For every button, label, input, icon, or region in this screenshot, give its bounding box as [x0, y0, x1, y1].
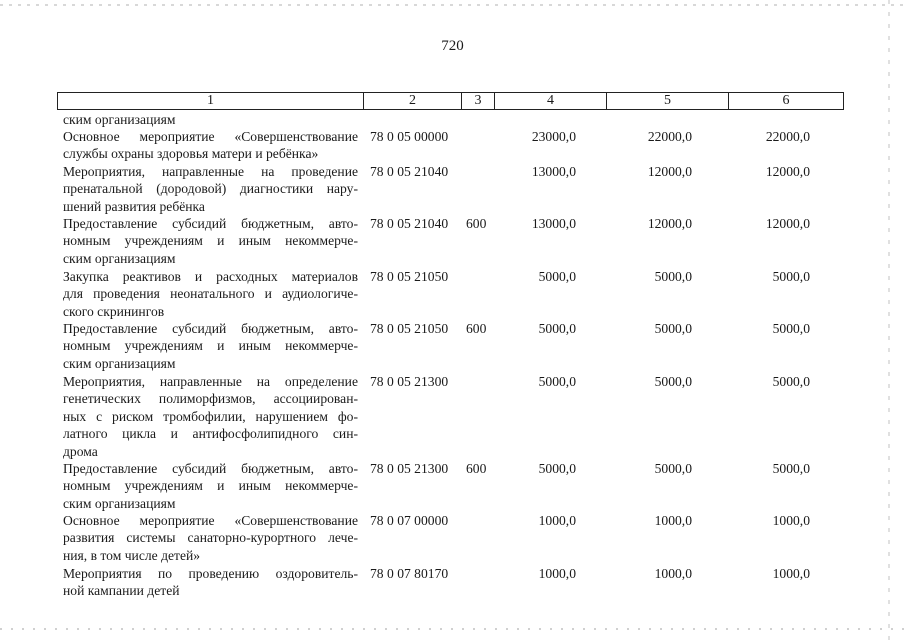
row-name-line: Предоставление субсидий бюджетным, авто- — [63, 461, 358, 476]
row-value-col4: 1000,0 — [538, 566, 576, 581]
row-name — [63, 320, 358, 372]
row-value-col5: 12000,0 — [647, 216, 692, 231]
row-value-col6: 5000,0 — [772, 461, 810, 476]
row-value-col6: 5000,0 — [772, 374, 810, 389]
row-value-col5: 5000,0 — [654, 461, 692, 476]
column-header: 2 — [364, 93, 462, 110]
column-header: 3 — [462, 93, 495, 110]
row-name-line: ского скринингов — [63, 303, 165, 319]
row-name-line: ния, в том числе детей» — [63, 547, 201, 563]
row-name-line: Основное мероприятие «Совершенствование — [63, 129, 358, 144]
row-value-col4: 5000,0 — [538, 321, 576, 336]
row-name — [63, 111, 358, 128]
row-code: 78 0 05 21300 — [370, 374, 449, 389]
row-value-col6: 1000,0 — [772, 566, 810, 581]
row-value-col4: 5000,0 — [538, 374, 576, 389]
row-value-col6: 5000,0 — [772, 321, 810, 336]
row-name-line: для проведения неонатального и аудиологиче- — [63, 286, 358, 302]
row-name-line: Мероприятия, направленные на проведение — [63, 164, 358, 179]
row-name — [63, 460, 358, 512]
row-expense-kind: 600 — [466, 321, 487, 336]
row-name — [63, 215, 358, 267]
row-value-col4: 5000,0 — [538, 461, 576, 476]
row-expense-kind: 600 — [466, 461, 487, 476]
row-name — [63, 163, 358, 215]
row-value-col6: 12000,0 — [765, 216, 810, 231]
row-value-col5: 5000,0 — [654, 321, 692, 336]
row-expense-kind: 600 — [466, 216, 487, 231]
row-name-line: ским организациям — [63, 495, 176, 511]
row-name-line: ским организациям — [63, 250, 176, 266]
row-code: 78 0 07 80170 — [370, 566, 449, 581]
row-name-line: Мероприятия по проведению оздоровитель- — [63, 566, 358, 581]
row-name-line: номным учреждениям и иным некоммерче- — [63, 478, 358, 494]
row-code: 78 0 05 21050 — [370, 321, 449, 336]
row-value-col5: 22000,0 — [647, 129, 692, 144]
row-name-line: дрома — [63, 443, 98, 459]
row-code: 78 0 05 21040 — [370, 164, 449, 179]
row-name-line: Мероприятия, направленные на определение — [63, 374, 358, 389]
row-value-col6: 5000,0 — [772, 269, 810, 284]
row-name-line: латного цикла и антифосфолипидного син- — [63, 426, 358, 442]
row-name-line: ной кампании детей — [63, 583, 180, 599]
column-header: 1 — [58, 93, 364, 110]
row-name-line: Предоставление субсидий бюджетным, авто- — [63, 216, 358, 231]
row-value-col5: 1000,0 — [654, 566, 692, 581]
row-value-col4: 1000,0 — [538, 513, 576, 528]
row-code: 78 0 05 21300 — [370, 461, 449, 476]
row-name — [63, 373, 358, 460]
row-name-line: номным учреждениям и иным некоммерче- — [63, 233, 358, 249]
row-name-line: генетических полиморфизмов, ассоциирован- — [63, 391, 358, 407]
row-value-col4: 13000,0 — [531, 164, 576, 179]
page-number: 720 — [441, 38, 464, 54]
row-code: 78 0 05 21040 — [370, 216, 449, 231]
row-name-line: службы охраны здоровья матери и ребёнка» — [63, 146, 319, 162]
column-header: 4 — [495, 93, 607, 110]
column-header: 6 — [729, 93, 844, 110]
row-name — [63, 268, 358, 320]
row-code: 78 0 05 00000 — [370, 129, 449, 144]
row-name-line: ским организациям — [63, 112, 176, 127]
row-name-line: Закупка реактивов и расходных материалов — [63, 269, 358, 284]
row-value-col6: 1000,0 — [772, 513, 810, 528]
row-name-line: развития системы санаторно-курортного лече- — [63, 530, 358, 546]
row-value-col6: 12000,0 — [765, 164, 810, 179]
row-name-line: Предоставление субсидий бюджетным, авто- — [63, 321, 358, 336]
row-name-line: Основное мероприятие «Совершенствование — [63, 513, 358, 528]
row-value-col5: 5000,0 — [654, 374, 692, 389]
row-name — [63, 128, 358, 163]
row-name-line: ных с риском тромбофилии, нарушением фо- — [63, 408, 358, 424]
row-code: 78 0 07 00000 — [370, 513, 449, 528]
row-value-col6: 22000,0 — [765, 129, 810, 144]
row-name — [63, 512, 358, 564]
row-value-col5: 12000,0 — [647, 164, 692, 179]
row-value-col4: 23000,0 — [531, 129, 576, 144]
column-header: 5 — [607, 93, 729, 110]
row-value-col4: 13000,0 — [531, 216, 576, 231]
row-name-line: шений развития ребёнка — [63, 198, 205, 214]
row-name-line: ским организациям — [63, 355, 176, 371]
row-name — [63, 565, 358, 600]
row-name-line: номным учреждениям и иным некоммерче- — [63, 338, 358, 354]
row-code: 78 0 05 21050 — [370, 269, 449, 284]
row-value-col5: 5000,0 — [654, 269, 692, 284]
row-name-line: пренатальной (дородовой) диагностики нару- — [63, 181, 358, 197]
row-value-col4: 5000,0 — [538, 269, 576, 284]
row-value-col5: 1000,0 — [654, 513, 692, 528]
